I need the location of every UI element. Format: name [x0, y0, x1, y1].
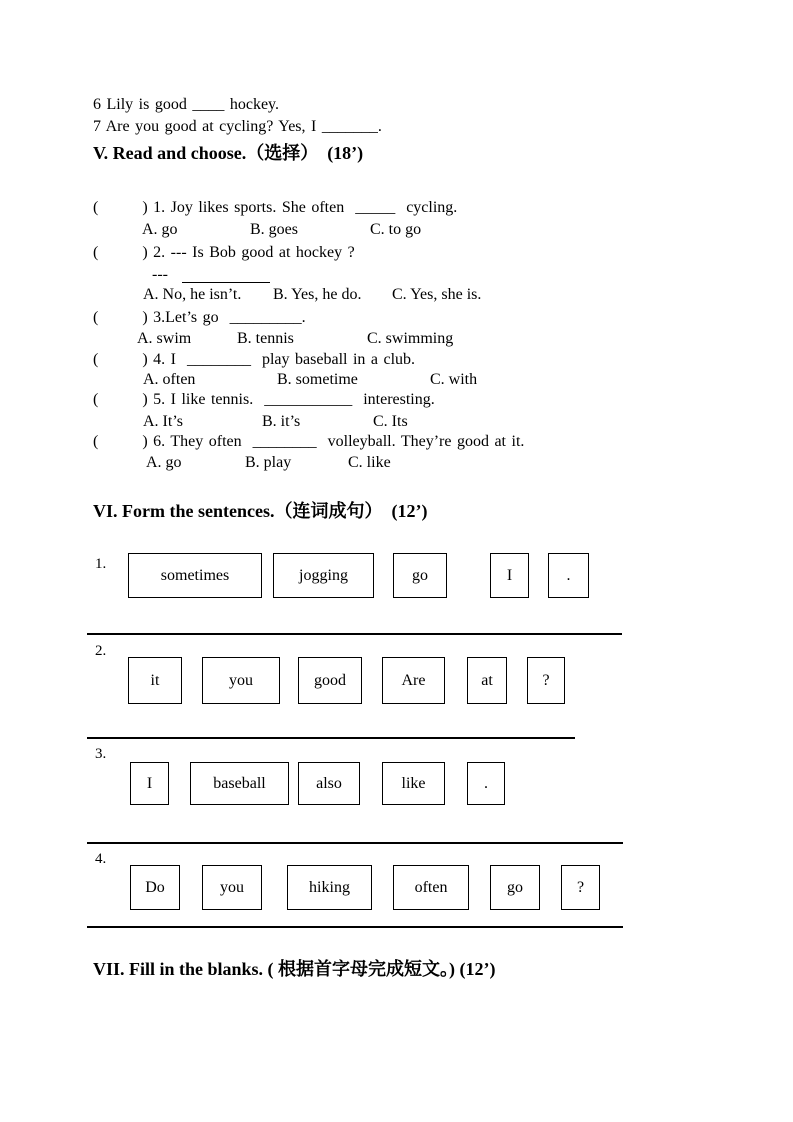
- word-box: you: [202, 865, 262, 910]
- question-1-option-b: B. goes: [250, 221, 298, 238]
- fill-item-7: 7 Are you good at cycling? Yes, I _______.: [93, 118, 382, 135]
- section-vii-heading: VII. Fill in the blanks. ( 根据首字母完成短文。) (12’): [93, 959, 496, 979]
- section-v-heading: V. Read and choose.（选择） (18’): [93, 143, 364, 163]
- question-2-option-a: A. No, he isn’t.: [143, 286, 242, 303]
- question-6-option-a: A. go: [146, 454, 182, 471]
- question-2-answer-blank: [182, 266, 270, 283]
- question-1-stem: ( ) 1. Joy likes sports. She often _____ cycling.: [93, 199, 458, 216]
- question-4-option-b: B. sometime: [277, 371, 358, 388]
- question-3-option-c: C. swimming: [367, 330, 454, 347]
- word-box: good: [298, 657, 362, 704]
- answer-line-4: [87, 926, 623, 928]
- fill-item-6: 6 Lily is good ____ hockey.: [93, 96, 279, 113]
- word-box: also: [298, 762, 360, 805]
- question-6-option-b: B. play: [245, 454, 292, 471]
- question-4-option-a: A. often: [143, 371, 196, 388]
- question-2-option-c: C. Yes, she is.: [392, 286, 482, 303]
- question-3-stem: ( ) 3.Let’s go _________.: [93, 309, 306, 326]
- question-1-option-a: A. go: [142, 221, 178, 238]
- word-box: like: [382, 762, 445, 805]
- word-box: baseball: [190, 762, 289, 805]
- word-box: go: [393, 553, 447, 598]
- word-box: ?: [561, 865, 600, 910]
- answer-line-2: [87, 737, 575, 739]
- question-2-option-b: B. Yes, he do.: [273, 286, 362, 303]
- exercise-1-number: 1.: [95, 556, 107, 572]
- word-box: Do: [130, 865, 180, 910]
- exercise-2-number: 2.: [95, 643, 107, 659]
- exercise-4-number: 4.: [95, 851, 107, 867]
- question-3-option-b: B. tennis: [237, 330, 294, 347]
- word-box: ?: [527, 657, 565, 704]
- word-box: you: [202, 657, 280, 704]
- question-6-stem: ( ) 6. They often ________ volleyball. They’re good at it.: [93, 433, 525, 450]
- question-5-option-b: B. it’s: [262, 413, 301, 430]
- question-5-option-a: A. It’s: [143, 413, 183, 430]
- question-4-option-c: C. with: [430, 371, 478, 388]
- word-box: .: [467, 762, 505, 805]
- word-box: I: [490, 553, 529, 598]
- question-2-stem: ( ) 2. --- Is Bob good at hockey ?: [93, 244, 355, 261]
- question-1-option-c: C. to go: [370, 221, 422, 238]
- word-box: jogging: [273, 553, 374, 598]
- question-5-option-c: C. Its: [373, 413, 408, 430]
- word-box: often: [393, 865, 469, 910]
- answer-line-3: [87, 842, 623, 844]
- question-2-dashes: ---: [152, 266, 168, 283]
- word-box: at: [467, 657, 507, 704]
- exercise-3-number: 3.: [95, 746, 107, 762]
- word-box: it: [128, 657, 182, 704]
- answer-line-1: [87, 633, 622, 635]
- word-box: .: [548, 553, 589, 598]
- word-box: sometimes: [128, 553, 262, 598]
- question-6-option-c: C. like: [348, 454, 391, 471]
- question-3-option-a: A. swim: [137, 330, 192, 347]
- word-box: hiking: [287, 865, 372, 910]
- word-box: Are: [382, 657, 445, 704]
- section-vi-heading: VI. Form the sentences.（连词成句） (12’): [93, 501, 428, 521]
- word-box: I: [130, 762, 169, 805]
- question-4-stem: ( ) 4. I ________ play baseball in a club.: [93, 351, 416, 368]
- question-5-stem: ( ) 5. I like tennis. ___________ interesting.: [93, 391, 435, 408]
- word-box: go: [490, 865, 540, 910]
